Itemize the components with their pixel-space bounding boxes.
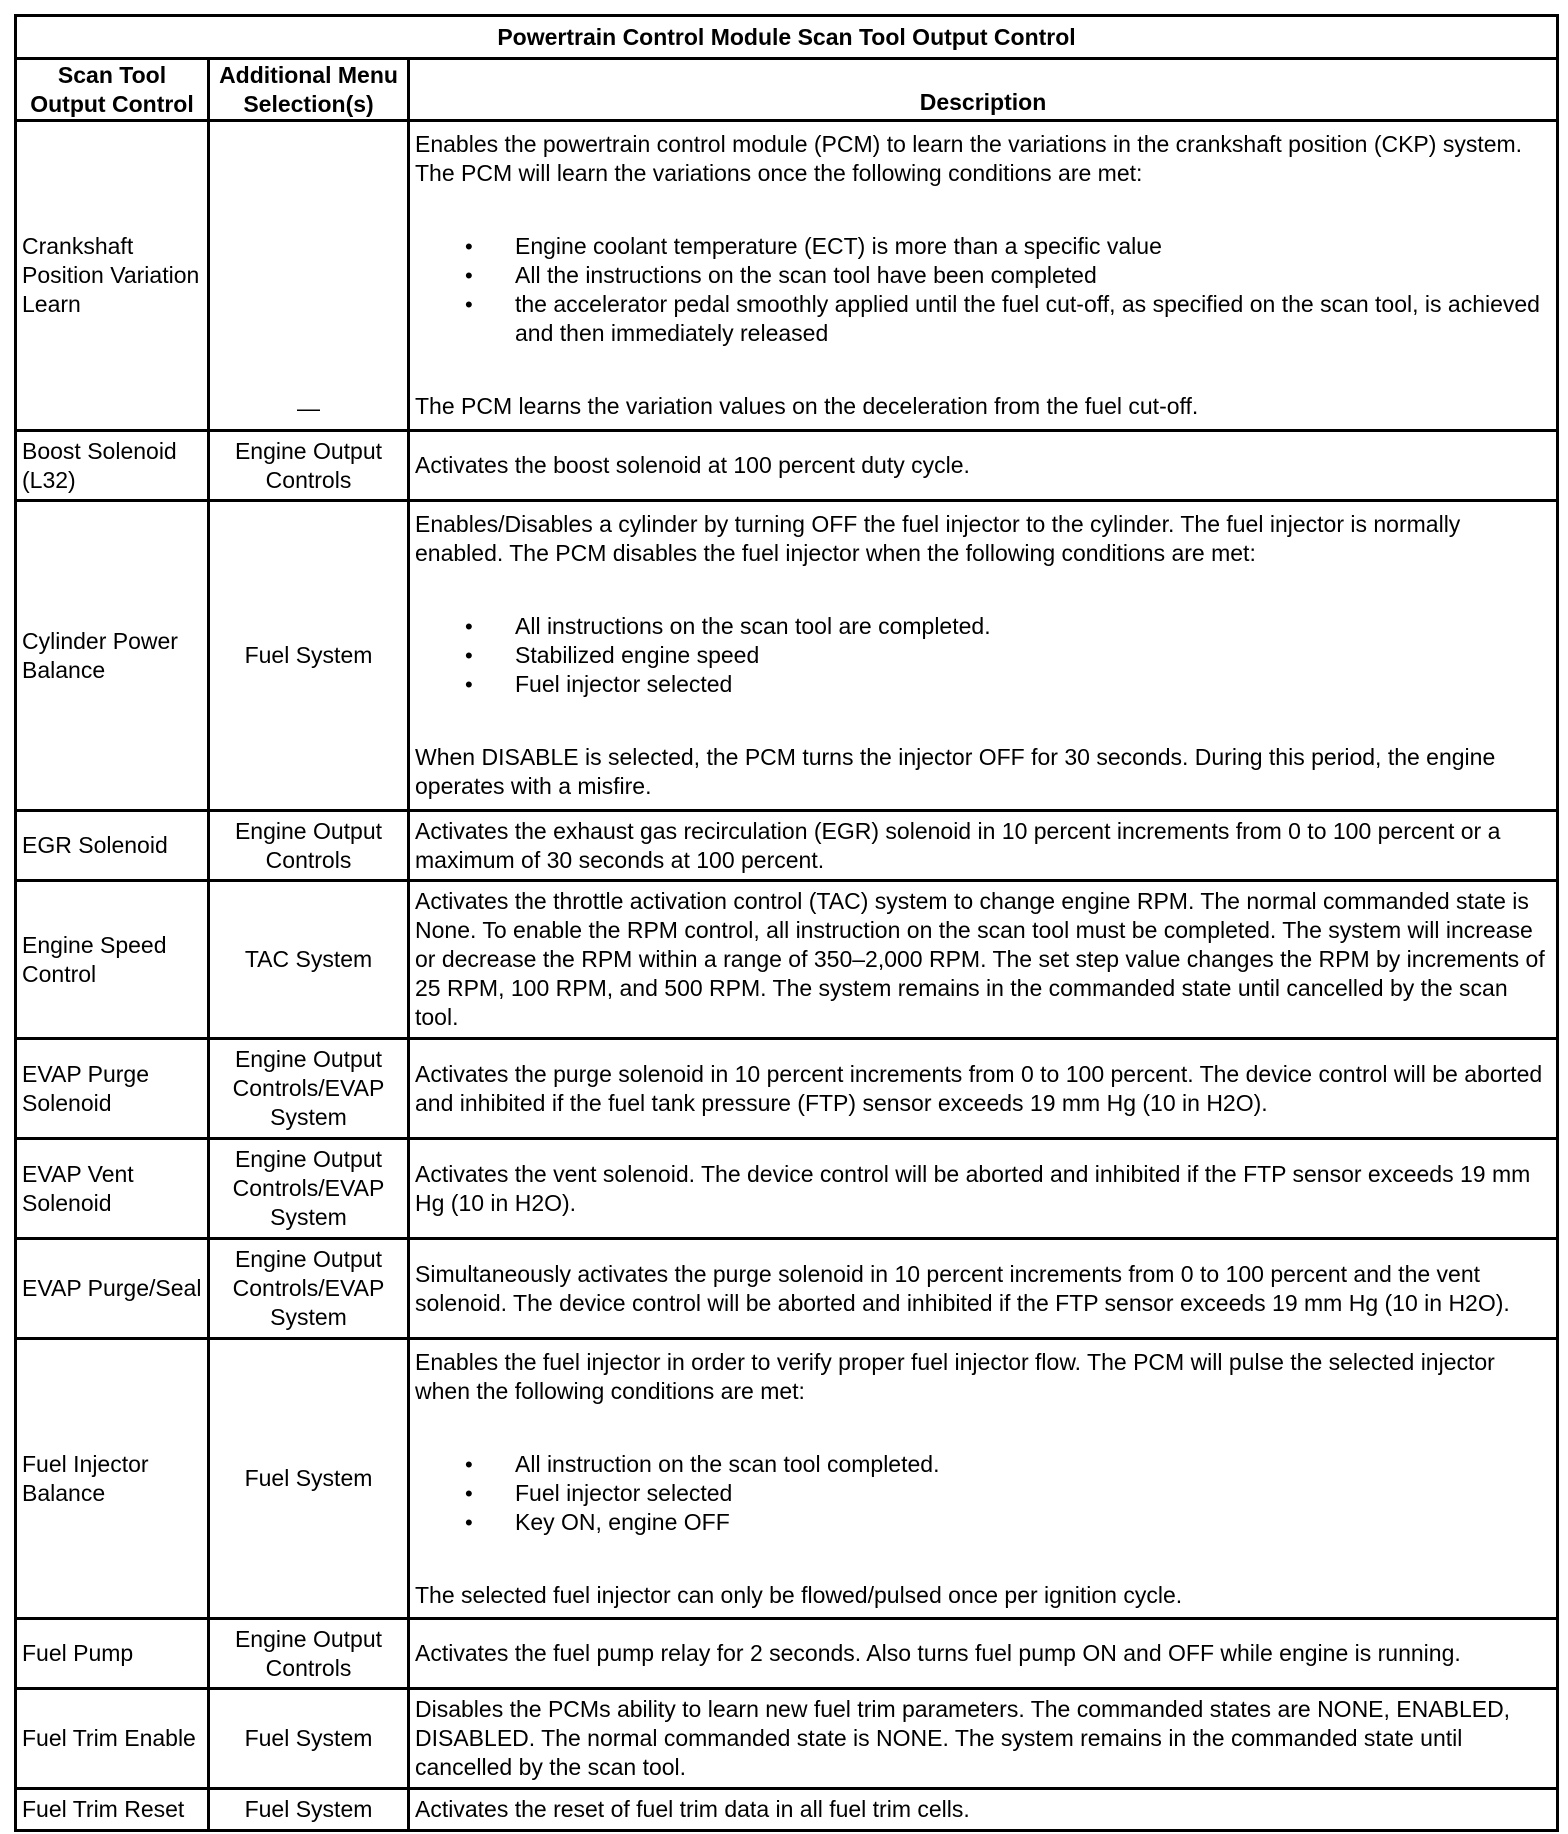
menu-selection: Engine Output Controls — [209, 811, 409, 881]
menu-selection: TAC System — [209, 881, 409, 1039]
description-intro: Enables the fuel injector in order to verify proper fuel injector flow. The PCM will pulse the selected injector when the following conditions are met: — [415, 1348, 1495, 1404]
menu-selection: Fuel System — [209, 1789, 409, 1831]
conditions-list — [415, 612, 1551, 699]
header-additional-menu-selections: Additional Menu Selection(s) — [209, 59, 409, 121]
menu-selection: Engine Output Controls — [209, 1619, 409, 1689]
table-row — [16, 1619, 1558, 1689]
description-outro: The selected fuel injector can only be flowed/pulsed once per ignition cycle. — [415, 1581, 1183, 1608]
table-row — [16, 1239, 1558, 1339]
description-intro: Enables/Disables a cylinder by turning OFF the fuel injector to the cylinder. The fuel injector is normally enabled. The PCM disables the fuel injector when the following conditions are met: — [415, 511, 1461, 566]
description-outro: The PCM learns the variation values on the deceleration from the fuel cut-off. — [415, 393, 1199, 419]
menu-selection: Fuel System — [209, 501, 409, 811]
list-item: • Stabilized engine speed — [415, 641, 1551, 670]
table-title: Powertrain Control Module Scan Tool Output Control — [16, 16, 1558, 59]
description-cell: Activates the boost solenoid at 100 percent duty cycle. — [409, 431, 1558, 501]
menu-selection: Engine Output Controls/EVAP System — [209, 1039, 409, 1139]
output-control-name: Fuel Trim Reset — [16, 1789, 209, 1831]
table-row — [16, 1139, 1558, 1239]
output-control-name: Crankshaft Position Variation Learn — [16, 121, 209, 431]
menu-selection: Fuel System — [209, 1689, 409, 1789]
description-cell: Simultaneously activates the purge solenoid in 10 percent increments from 0 to 100 percent and the vent solenoid. The device control will be aborted and inhibited if the FTP sensor exceeds 19 mm Hg (10 in H2O). — [409, 1239, 1558, 1339]
list-item: • Key ON, engine OFF — [415, 1508, 1551, 1537]
list-item: • All the instructions on the scan tool have been completed — [415, 261, 1551, 290]
menu-selection: Fuel System — [209, 1339, 409, 1619]
output-control-name: EVAP Vent Solenoid — [16, 1139, 209, 1239]
list-item: • All instructions on the scan tool are completed. — [415, 612, 1551, 641]
list-item: • the accelerator pedal smoothly applied until the fuel cut-off, as specified on the scan tool, is achieved and then immediately released — [415, 290, 1551, 348]
output-control-name: Boost Solenoid (L32) — [16, 431, 209, 501]
output-control-name: Fuel Pump — [16, 1619, 209, 1689]
description-cell — [409, 121, 1558, 431]
output-control-name: Fuel Injector Balance — [16, 1339, 209, 1619]
description-cell: Activates the exhaust gas recirculation (EGR) solenoid in 10 percent increments from 0 to 100 percent or a maximum of 30 seconds at 100 percent. — [409, 811, 1558, 881]
output-control-name: EVAP Purge/Seal — [16, 1239, 209, 1339]
list-item: • Fuel injector selected — [415, 1479, 1551, 1508]
description-cell: Activates the throttle activation control (TAC) system to change engine RPM. The normal commanded state is None. To enable the RPM control, all instruction on the scan tool must be completed. The system will increase or decrease the RPM within a range of 350–2,000 RPM. The set step value changes the RPM by increments of 25 RPM, 100 RPM, and 500 RPM. The system remains in the commanded state until cancelled by the scan tool. — [409, 881, 1558, 1039]
description-cell: Activates the fuel pump relay for 2 seconds. Also turns fuel pump ON and OFF while engine is running. — [409, 1619, 1558, 1689]
conditions-list — [415, 232, 1551, 348]
header-scan-tool-output-control: Scan Tool Output Control — [16, 59, 209, 121]
list-item: • Fuel injector selected — [415, 670, 1551, 699]
list-item: • All instruction on the scan tool completed. — [415, 1450, 1551, 1479]
menu-selection: — — [209, 121, 409, 431]
description-cell: Activates the vent solenoid. The device control will be aborted and inhibited if the FTP sensor exceeds 19 mm Hg (10 in H2O). — [409, 1139, 1558, 1239]
table-row — [16, 501, 1558, 811]
list-item: • Engine coolant temperature (ECT) is more than a specific value — [415, 232, 1551, 261]
menu-selection: Engine Output Controls/EVAP System — [209, 1139, 409, 1239]
table-row — [16, 881, 1558, 1039]
document — [14, 14, 1556, 1832]
description-cell — [409, 501, 1558, 811]
output-control-name: Fuel Trim Enable — [16, 1689, 209, 1789]
description-cell: Disables the PCMs ability to learn new fuel trim parameters. The commanded states are NONE, ENABLED, DISABLED. The normal commanded state is NONE. The system remains in the commanded state until cancelled by the scan tool. — [409, 1689, 1558, 1789]
description-outro: When DISABLE is selected, the PCM turns the injector OFF for 30 seconds. During this period, the engine operates with a misfire. — [415, 744, 1496, 799]
table-row — [16, 1689, 1558, 1789]
description-cell: Activates the reset of fuel trim data in all fuel trim cells. — [409, 1789, 1558, 1831]
table-row — [16, 1339, 1558, 1619]
output-control-name: EGR Solenoid — [16, 811, 209, 881]
output-control-table — [14, 14, 1559, 1832]
menu-selection: Engine Output Controls/EVAP System — [209, 1239, 409, 1339]
menu-selection: Engine Output Controls — [209, 431, 409, 501]
table-row — [16, 121, 1558, 431]
description-cell — [409, 1339, 1558, 1619]
header-description: Description — [409, 59, 1558, 121]
table-row — [16, 431, 1558, 501]
output-control-name: Engine Speed Control — [16, 881, 209, 1039]
output-control-name: EVAP Purge Solenoid — [16, 1039, 209, 1139]
conditions-list — [415, 1450, 1551, 1537]
description-intro: Enables the powertrain control module (PCM) to learn the variations in the crankshaft position (CKP) system. The PCM will learn the variations once the following conditions are met: — [415, 131, 1523, 186]
output-control-name: Cylinder Power Balance — [16, 501, 209, 811]
table-row — [16, 1039, 1558, 1139]
table-row — [16, 811, 1558, 881]
description-cell: Activates the purge solenoid in 10 percent increments from 0 to 100 percent. The device control will be aborted and inhibited if the fuel tank pressure (FTP) sensor exceeds 19 mm Hg (10 in H2O). — [409, 1039, 1558, 1139]
table-row — [16, 1789, 1558, 1831]
